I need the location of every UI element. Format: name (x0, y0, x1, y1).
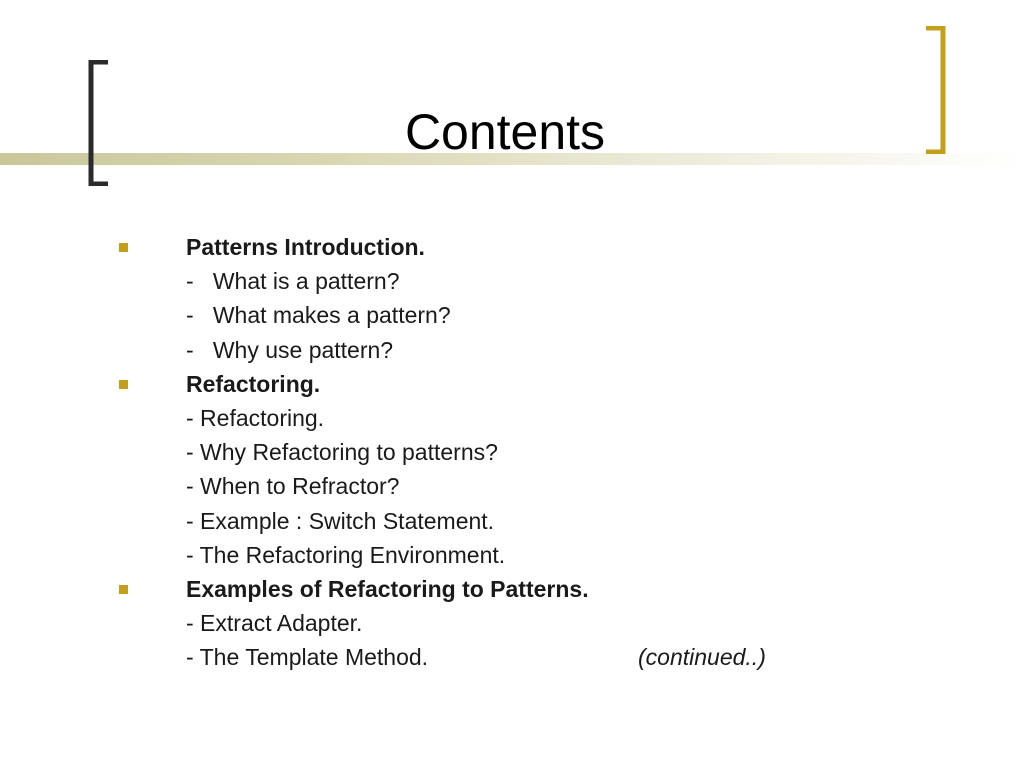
list-item (0, 469, 1024, 503)
list-item (0, 367, 1024, 401)
square-bullet-icon (119, 585, 128, 594)
list-item (0, 435, 1024, 469)
list-item-subtopic: - The Refactoring Environment. (186, 541, 506, 568)
contents-list (0, 230, 1024, 674)
list-item (0, 640, 1024, 674)
list-item-subtopic: - The Template Method. (186, 644, 429, 671)
list-item-subtopic: - Refactoring. (186, 404, 325, 431)
list-item (0, 572, 1024, 606)
list-item-subtopic: - Extract Adapter. (186, 610, 363, 637)
list-item (0, 298, 1024, 332)
list-item-subtopic: - Example : Switch Statement. (186, 507, 495, 534)
list-item (0, 606, 1024, 640)
square-bullet-icon (119, 380, 128, 389)
list-item (0, 230, 1024, 264)
list-item-subtopic: - When to Refractor? (186, 473, 400, 500)
list-item (0, 401, 1024, 435)
list-item-subtopic: - What makes a pattern? (186, 302, 451, 329)
list-item-subtopic: - Why use pattern? (186, 336, 394, 363)
list-item-heading: Examples of Refactoring to Patterns. (186, 575, 589, 602)
square-bullet-icon (119, 243, 128, 252)
list-item (0, 538, 1024, 572)
list-item-subtopic: - Why Refactoring to patterns? (186, 439, 498, 466)
continued-note: (continued..) (638, 644, 766, 671)
list-item (0, 333, 1024, 367)
list-item (0, 264, 1024, 298)
list-item-subtopic: - What is a pattern? (186, 268, 400, 295)
list-item (0, 504, 1024, 538)
slide-title: Contents (404, 104, 606, 160)
list-item-heading: Patterns Introduction. (186, 234, 425, 260)
list-item-heading: Refactoring. (186, 370, 321, 397)
